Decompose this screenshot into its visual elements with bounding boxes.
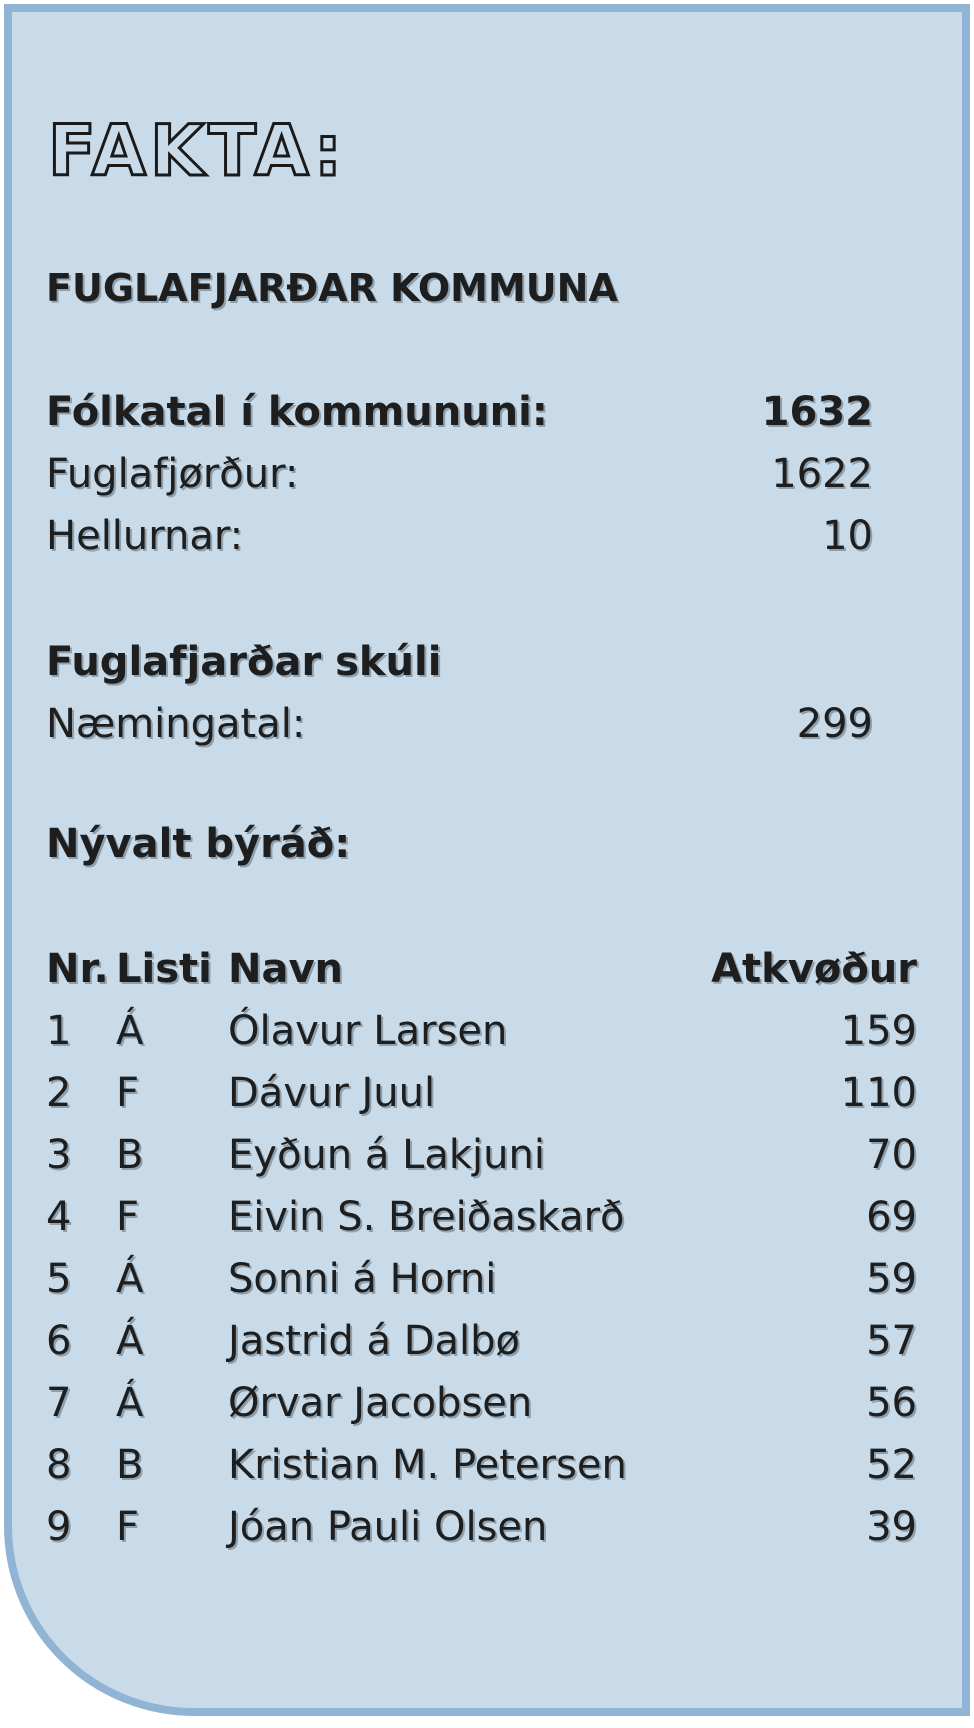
- table-row: [46, 1248, 917, 1310]
- school-students-row: [46, 698, 873, 750]
- fact-heading: FAKTA:: [48, 110, 346, 192]
- row-listi: F: [116, 1070, 140, 1116]
- table-row: [46, 1434, 917, 1496]
- row-navn: Ørvar Jacobsen: [228, 1380, 533, 1426]
- row-navn: Dávur Juul: [228, 1070, 436, 1116]
- table-row: [46, 1124, 917, 1186]
- row-atkvodur: 57: [866, 1318, 917, 1364]
- population-fuglafjordur-label: Fuglafjørður:: [46, 451, 299, 497]
- fact-box: [4, 4, 970, 1716]
- row-nr: 1: [46, 1008, 72, 1054]
- population-hellurnar-label: Hellurnar:: [46, 513, 244, 559]
- row-navn: Jóan Pauli Olsen: [228, 1504, 548, 1550]
- population-total-label: Fólkatal í kommununi:: [46, 389, 548, 435]
- population-total-row: [46, 386, 873, 438]
- row-navn: Eivin S. Breiðaskarð: [228, 1194, 625, 1240]
- table-row: [46, 1310, 917, 1372]
- table-row: [46, 1372, 917, 1434]
- row-atkvodur: 159: [840, 1008, 917, 1054]
- school-students-value: 299: [796, 701, 873, 747]
- row-navn: Sonni á Horni: [228, 1256, 497, 1302]
- row-navn: Eyðun á Lakjuni: [228, 1132, 545, 1178]
- council-table-header: [46, 938, 917, 1000]
- row-navn: Ólavur Larsen: [228, 1008, 508, 1054]
- row-listi: F: [116, 1194, 140, 1240]
- fact-box-content: [40, 12, 962, 1708]
- row-atkvodur: 56: [866, 1380, 917, 1426]
- row-listi: Á: [116, 1256, 144, 1302]
- row-atkvodur: 52: [866, 1442, 917, 1488]
- school-students-label: Næmingatal:: [46, 701, 306, 747]
- population-fuglafjordur-value: 1622: [771, 451, 873, 497]
- table-row: [46, 1000, 917, 1062]
- row-nr: 8: [46, 1442, 72, 1488]
- column-header-listi: Listi: [116, 946, 212, 992]
- row-listi: B: [116, 1442, 144, 1488]
- table-row: [46, 1496, 917, 1558]
- row-listi: B: [116, 1132, 144, 1178]
- school-title: Fuglafjarðar skúli: [46, 639, 442, 685]
- column-header-nr: Nr.: [46, 946, 109, 992]
- population-fuglafjordur-row: [46, 448, 873, 500]
- population-total-value: 1632: [761, 389, 873, 435]
- municipality-title: FUGLAFJARÐAR KOMMUNA: [46, 266, 618, 310]
- row-atkvodur: 59: [866, 1256, 917, 1302]
- row-nr: 2: [46, 1070, 72, 1116]
- table-row: [46, 1186, 917, 1248]
- row-atkvodur: 39: [866, 1504, 917, 1550]
- row-nr: 5: [46, 1256, 72, 1302]
- row-nr: 9: [46, 1504, 72, 1550]
- row-listi: Á: [116, 1380, 144, 1426]
- row-listi: Á: [116, 1318, 144, 1364]
- council-title: Nývalt býráð:: [46, 821, 351, 867]
- row-atkvodur: 69: [866, 1194, 917, 1240]
- row-navn: Jastrid á Dalbø: [228, 1318, 521, 1364]
- table-row: [46, 1062, 917, 1124]
- row-nr: 4: [46, 1194, 72, 1240]
- row-listi: Á: [116, 1008, 144, 1054]
- row-listi: F: [116, 1504, 140, 1550]
- council-table: [46, 938, 917, 1558]
- population-hellurnar-value: 10: [822, 513, 873, 559]
- column-header-atkvodur: Atkvøður: [711, 946, 917, 992]
- row-navn: Kristian M. Petersen: [228, 1442, 627, 1488]
- row-nr: 7: [46, 1380, 72, 1426]
- population-hellurnar-row: [46, 510, 873, 562]
- row-atkvodur: 110: [840, 1070, 917, 1116]
- row-nr: 3: [46, 1132, 72, 1178]
- row-atkvodur: 70: [866, 1132, 917, 1178]
- row-nr: 6: [46, 1318, 72, 1364]
- column-header-navn: Navn: [228, 946, 344, 992]
